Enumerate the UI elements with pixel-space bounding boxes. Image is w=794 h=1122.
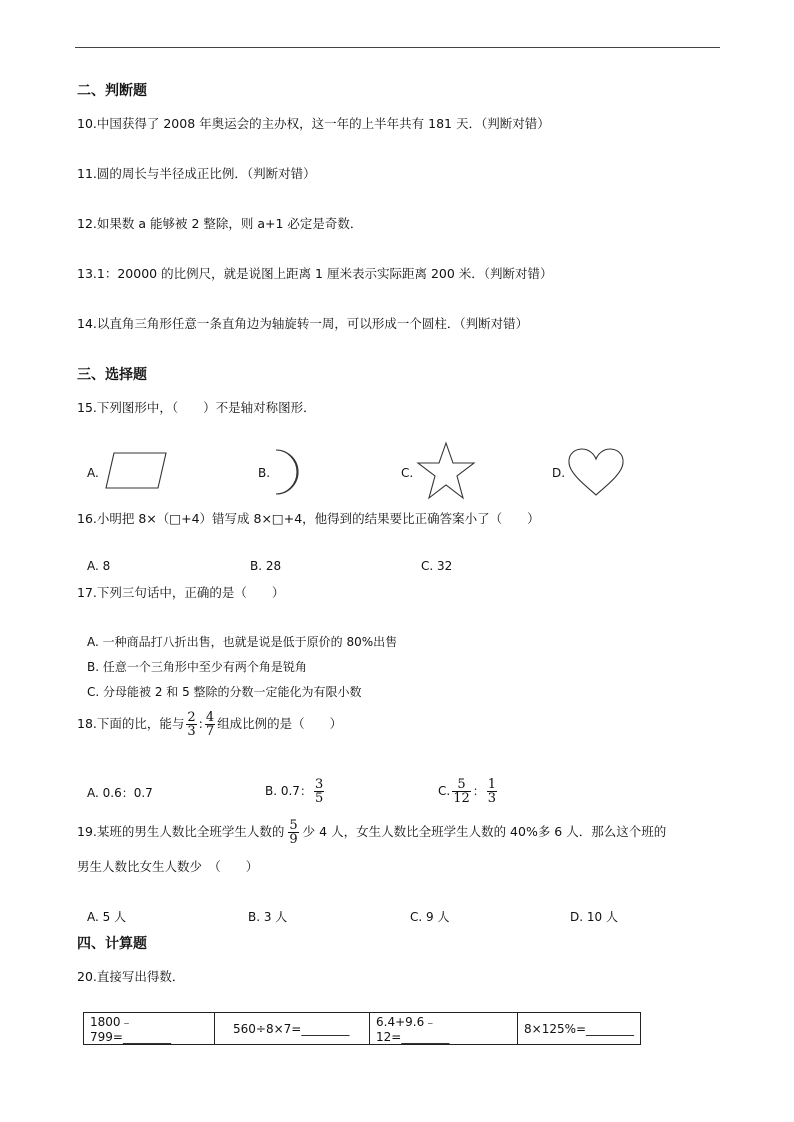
heart-icon xyxy=(566,448,626,498)
crescent-icon xyxy=(270,447,320,497)
q16-option-a: A. 8 xyxy=(87,559,111,573)
q19-option-c: C. 9 人 xyxy=(410,910,450,924)
denominator: 7 xyxy=(205,724,215,739)
denominator: 3 xyxy=(187,724,196,739)
q19-option-b: B. 3 人 xyxy=(248,910,288,924)
parallelogram-icon xyxy=(100,450,170,492)
q16-option-c: C. 32 xyxy=(421,559,453,573)
question-14: 14.以直角三角形任意一条直角边为轴旋转一周，可以形成一个圆柱．（判断对错） xyxy=(77,316,529,331)
calc-cell-1: 1800﹣ 799=________ xyxy=(84,1013,215,1045)
q15-option-b: B. xyxy=(258,466,271,480)
calc-cell-3: 6.4+9.6﹣ 12=________ xyxy=(370,1013,518,1045)
star-icon xyxy=(416,441,476,501)
question-15: 15.下列图形中，（ ）不是轴对称图形． xyxy=(77,400,316,415)
table-row xyxy=(84,1013,641,1045)
q17-option-b: B. 任意一个三角形中至少有两个角是锐角 xyxy=(87,660,307,674)
q18-option-b-fraction xyxy=(314,778,324,805)
option-label: C. xyxy=(438,784,451,798)
question-13: 13.1：20000 的比例尺，就是说图上距离 1 厘米表示实际距离 200 米．（判断对错） xyxy=(77,266,553,281)
q19-option-a: A. 5 人 xyxy=(87,910,127,924)
question-12: 12.如果数 a 能够被 2 整除，则 a+1 必定是奇数． xyxy=(77,216,363,231)
ratio-sep: ： xyxy=(472,784,485,798)
q15-option-c: C. xyxy=(401,466,414,480)
calc-cell-2: 560÷8×7=________ xyxy=(215,1013,370,1045)
calculation-table xyxy=(83,1012,641,1045)
calc-cell-4: 8×125%=________ xyxy=(518,1013,641,1045)
numerator: 4 xyxy=(205,710,215,725)
q18-stem-after: 组成比例的是（ ） xyxy=(217,716,343,731)
option-label: B. 0.7： xyxy=(265,784,312,798)
numerator: 1 xyxy=(487,777,497,792)
q19-fraction xyxy=(288,819,298,846)
denominator: 12 xyxy=(453,791,470,806)
denominator: 9 xyxy=(289,832,298,847)
q19-option-d: D. 10 人 xyxy=(570,910,618,924)
question-16: 16.小明把 8×（□+4）错写成 8×□+4，他得到的结果要比正确答案小了（ ） xyxy=(77,511,540,526)
q18-option-a: A. 0.6：0.7 xyxy=(87,786,153,800)
q18-option-b xyxy=(265,776,326,806)
q16-option-b: B. 28 xyxy=(250,559,282,573)
question-20: 20.直接写出得数． xyxy=(77,969,185,984)
q15-option-a: A. xyxy=(87,466,99,480)
question-19 xyxy=(77,817,666,847)
q18-fraction-b xyxy=(205,711,215,738)
question-10: 10.中国获得了 2008 年奥运会的主办权，这一年的上半年共有 181 天．（判断对错） xyxy=(77,116,550,131)
q19-stem-before: 19.某班的男生人数比全班学生人数的 xyxy=(77,824,285,839)
q18-stem-before: 18.下面的比，能与 xyxy=(77,716,185,731)
question-18 xyxy=(77,709,342,739)
q17-option-c: C. 分母能被 2 和 5 整除的分数一定能化为有限小数 xyxy=(87,685,362,699)
q18-option-c-fraction-1 xyxy=(452,778,471,805)
q17-option-a: A. 一种商品打八折出售，也就是说是低于原价的 80%出售 xyxy=(87,635,398,649)
q19-stem-after: 少 4 人，女生人数比全班学生人数的 40%多 6 人．那么这个班的 xyxy=(302,824,667,839)
section-title-judgement: 二、判断题 xyxy=(77,83,147,99)
question-11: 11.圆的周长与半径成正比例．（判断对错） xyxy=(77,166,316,181)
numerator: 3 xyxy=(314,777,324,792)
numerator: 5 xyxy=(452,778,471,792)
top-rule xyxy=(75,47,720,48)
section-title-calculation: 四、计算题 xyxy=(77,936,147,952)
q18-option-c-fraction-2 xyxy=(487,778,497,805)
numerator: 5 xyxy=(289,818,298,833)
question-19-line2: 男生人数比女生人数少 （ ） xyxy=(77,859,259,874)
q18-option-c xyxy=(438,776,499,806)
section-title-choice: 三、选择题 xyxy=(77,367,147,383)
q18-fraction-a xyxy=(186,711,196,738)
denominator: 5 xyxy=(314,791,324,806)
numerator: 2 xyxy=(187,710,196,725)
q18-ratio-sep: : xyxy=(198,716,203,731)
q15-option-d: D. xyxy=(552,466,566,480)
denominator: 3 xyxy=(487,791,497,806)
question-17: 17.下列三句话中，正确的是（ ） xyxy=(77,585,285,600)
